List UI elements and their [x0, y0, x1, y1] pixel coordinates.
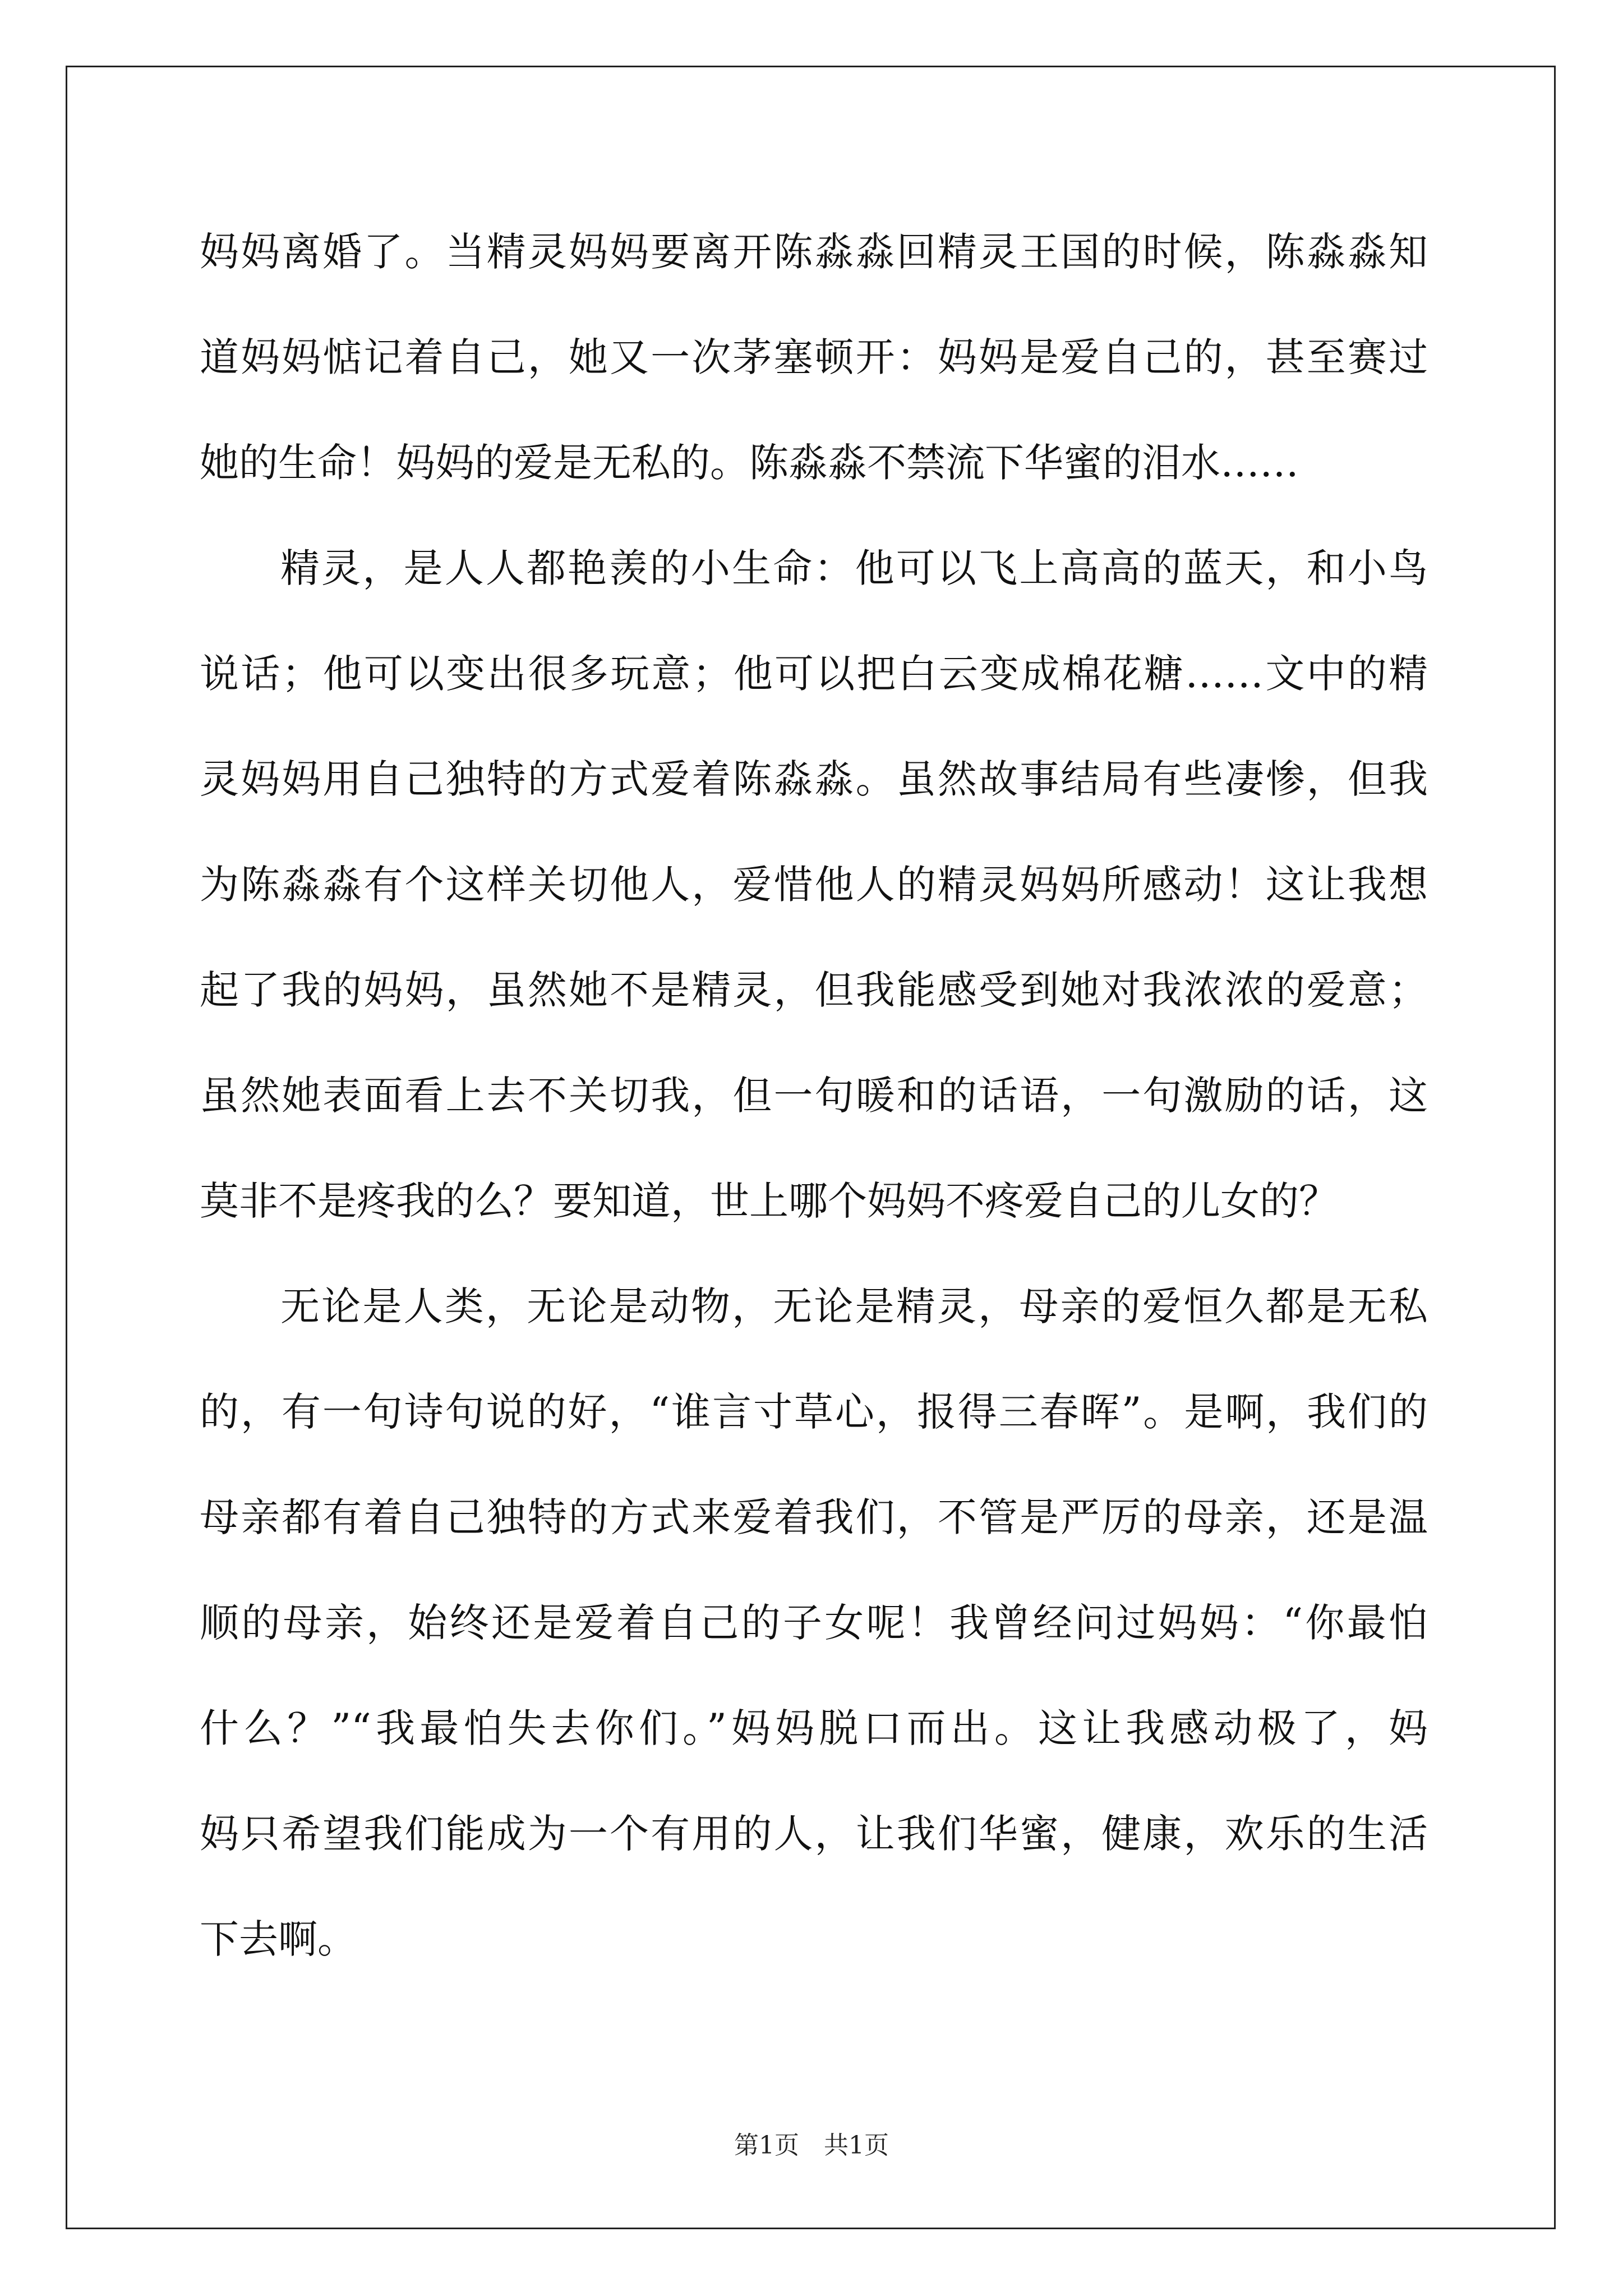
paragraph-1-line-2: 道妈妈惦记着自己，她又一次茅塞顿开：妈妈是爱自己的，甚至赛过	[200, 334, 1428, 380]
paragraph-3-line-6: 妈只希望我们能成为一个有用的人，让我们华蜜，健康，欢乐的生活	[200, 1811, 1428, 1857]
paragraph-1-line-3: 她的生命！妈妈的爱是无私的。陈淼淼不禁流下华蜜的泪水……	[200, 440, 1299, 486]
paragraph-2-line-7: 莫非不是疼我的么？要知道，世上哪个妈妈不疼爱自己的儿女的？	[200, 1178, 1338, 1224]
paragraph-3-line-2: 的，有一句诗句说的好，“谁言寸草心，报得三春晖”。是啊，我们的	[200, 1389, 1428, 1435]
paragraph-2-line-3: 灵妈妈用自己独特的方式爱着陈淼淼。虽然故事结局有些凄惨，但我	[200, 756, 1428, 802]
paragraph-2-line-2: 说话；他可以变出很多玩意；他可以把白云变成棉花糖……文中的精	[200, 651, 1428, 697]
paragraph-3-line-5: 什么？”“我最怕失去你们。”妈妈脱口而出。这让我感动极了，妈	[200, 1705, 1428, 1751]
paragraph-1-line-1: 妈妈离婚了。当精灵妈妈要离开陈淼淼回精灵王国的时候，陈淼淼知	[200, 229, 1428, 275]
document-body	[200, 199, 1428, 1992]
paragraph-3-line-7: 下去啊。	[200, 1916, 357, 1962]
paragraph-2-line-6: 虽然她表面看上去不关切我，但一句暖和的话语，一句激励的话，这	[200, 1073, 1428, 1119]
paragraph-3-line-3: 母亲都有着自己独特的方式来爱着我们，不管是严厉的母亲，还是温	[200, 1494, 1428, 1540]
paragraph-2-line-5: 起了我的妈妈，虽然她不是精灵，但我能感受到她对我浓浓的爱意；	[200, 967, 1428, 1013]
page-number: 第1页 共1页	[734, 2131, 889, 2160]
paragraph-3-line-4: 顺的母亲，始终还是爱着自己的子女呢！我曾经问过妈妈：“你最怕	[200, 1600, 1428, 1646]
paragraph-3-line-1: 无论是人类，无论是动物，无论是精灵，母亲的爱恒久都是无私	[280, 1283, 1428, 1329]
paragraph-2-line-4: 为陈淼淼有个这样关切他人，爱惜他人的精灵妈妈所感动！这让我想	[200, 862, 1428, 908]
paragraph-2-line-1: 精灵，是人人都艳羡的小生命：他可以飞上高高的蓝天，和小鸟	[280, 545, 1428, 591]
